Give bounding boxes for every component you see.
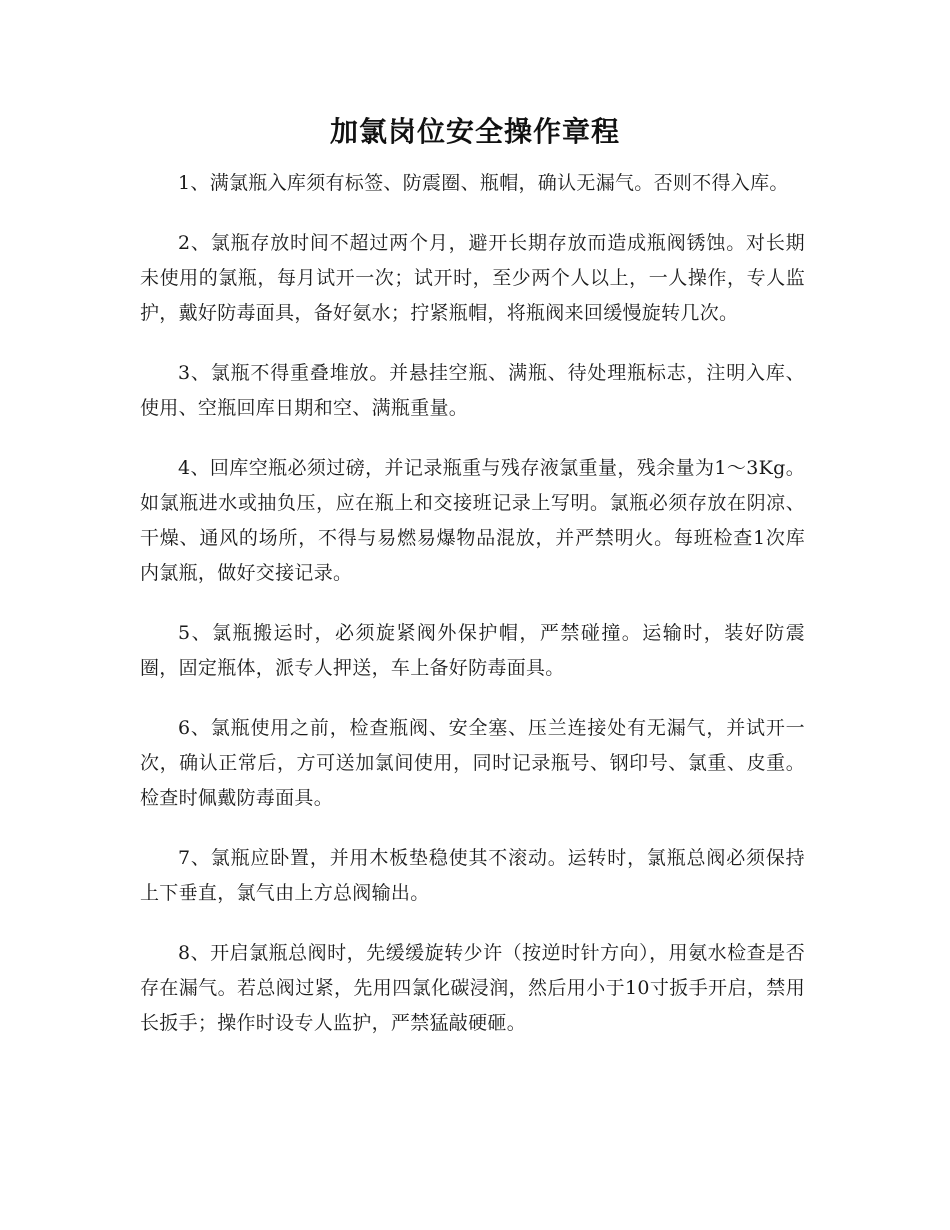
- paragraph-8: 8、开启氯瓶总阀时，先缓缓旋转少许（按逆时针方向），用氨水检查是否存在漏气。若总阀过紧，先用四氯化碳浸润，然后用小于10寸扳手开启，禁用长扳手；操作时设专人监护，严禁猛敲硬砸。: [140, 942, 805, 1034]
- document-body: [140, 166, 805, 1066]
- document-title: 加氯岗位安全操作章程: [329, 115, 620, 148]
- paragraph-6: 6、氯瓶使用之前，检查瓶阀、安全塞、压兰连接处有无漏气，并试开一次，确认正常后，方可送加氯间使用，同时记录瓶号、钢印号、氯重、皮重。检查时佩戴防毒面具。: [140, 717, 805, 809]
- paragraph-1: 1、满氯瓶入库须有标签、防震圈、瓶帽，确认无漏气。否则不得入库。: [178, 172, 789, 194]
- paragraph-3: 3、氯瓶不得重叠堆放。并悬挂空瓶、满瓶、待处理瓶标志，注明入库、使用、空瓶回库日期和空、满瓶重量。: [140, 362, 805, 419]
- paragraph-2: 2、氯瓶存放时间不超过两个月，避开长期存放而造成瓶阀锈蚀。对长期未使用的氯瓶，每月试开一次；试开时，至少两个人以上，一人操作，专人监护，戴好防毒面具，备好氨水；拧紧瓶帽，将瓶阀来回缓慢旋转几次。: [140, 232, 805, 324]
- paragraph-4: 4、回库空瓶必须过磅，并记录瓶重与残存液氯重量，残余量为1～3Kg。如氯瓶进水或抽负压，应在瓶上和交接班记录上写明。氯瓶必须存放在阴凉、干燥、通风的场所，不得与易燃易爆物品混放，并严禁明火。每班检查1次库内氯瓶，做好交接记录。: [140, 457, 805, 584]
- paragraph-7: 7、氯瓶应卧置，并用木板垫稳使其不滚动。运转时，氯瓶总阀必须保持上下垂直，氯气由上方总阀输出。: [140, 847, 805, 904]
- paragraph-5: 5、氯瓶搬运时，必须旋紧阀外保护帽，严禁碰撞。运输时，装好防震圈，固定瓶体，派专人押送，车上备好防毒面具。: [140, 622, 805, 679]
